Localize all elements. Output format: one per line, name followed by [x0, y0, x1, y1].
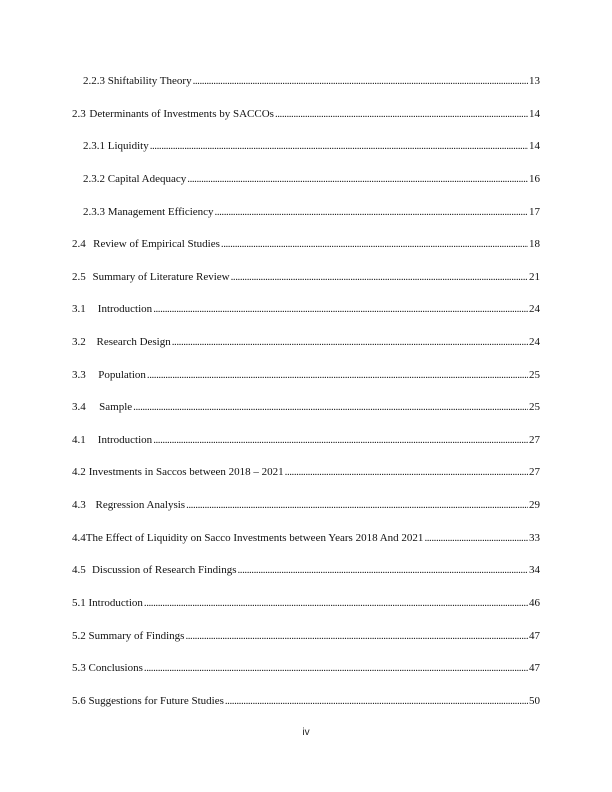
toc-entry[interactable]	[72, 301, 540, 317]
toc-entry-page: 50	[529, 695, 540, 707]
toc-entry[interactable]	[72, 106, 540, 122]
toc-entry-page: 27	[529, 434, 540, 446]
toc-entry-title: 5.1 Introduction	[72, 597, 143, 609]
dot-leader	[186, 497, 528, 513]
dot-leader	[144, 595, 528, 611]
toc-entry-number: 4.1	[72, 434, 86, 446]
toc-entry-title: Regression Analysis	[95, 499, 186, 511]
dot-leader	[193, 73, 528, 89]
toc-entry-title: Discussion of Research Findings	[91, 564, 237, 576]
toc-entry[interactable]	[72, 334, 540, 350]
toc-entry-number: 3.2	[72, 336, 86, 348]
dot-leader	[147, 367, 528, 383]
toc-entry-page: 33	[529, 532, 540, 544]
toc-entry-title: The Effect of Liquidity on Sacco Investments between Years 2018 And 2021	[85, 532, 424, 544]
toc-entry-page: 24	[529, 336, 540, 348]
dot-leader	[150, 138, 528, 154]
toc-entry[interactable]	[72, 530, 540, 546]
dot-leader	[153, 432, 528, 448]
toc-entry[interactable]	[72, 236, 540, 252]
toc-entry[interactable]	[72, 497, 540, 513]
toc-entry[interactable]	[72, 562, 540, 578]
toc-entry[interactable]	[83, 73, 540, 89]
toc-entry[interactable]	[72, 464, 540, 480]
toc-entry[interactable]	[83, 138, 540, 154]
dot-leader	[172, 334, 528, 350]
toc-entry[interactable]	[83, 171, 540, 187]
toc-entry-title: 2.3.3 Management Efficiency	[83, 206, 214, 218]
toc-entry-page: 34	[529, 564, 540, 576]
dot-leader	[153, 301, 528, 317]
dot-leader	[231, 269, 528, 285]
dot-leader	[424, 530, 528, 546]
toc-entry-title: Sample	[99, 401, 133, 413]
toc-entry-number: 3.1	[72, 303, 86, 315]
dot-leader	[221, 236, 528, 252]
toc-entry-number: 4.4	[72, 532, 86, 544]
toc-entry[interactable]	[72, 595, 540, 611]
dot-leader	[133, 399, 528, 415]
toc-entry[interactable]	[72, 660, 540, 676]
dot-leader	[285, 464, 528, 480]
toc-entry[interactable]	[72, 628, 540, 644]
toc-entry-number: 2.5	[72, 271, 86, 283]
toc-entry-number: 4.3	[72, 499, 86, 511]
toc-entry-title: Investments in Saccos between 2018 – 2021	[88, 466, 284, 478]
toc-entry-title: 2.2.3 Shiftability Theory	[83, 75, 192, 87]
toc-entry-title: Determinants of Investments by SACCOs	[89, 108, 274, 120]
page-number: iv	[302, 727, 310, 738]
toc-entry-number: 2.4	[72, 238, 86, 250]
toc-entry-page: 25	[529, 369, 540, 381]
toc-entry-title: Introduction	[97, 434, 153, 446]
toc-entry-page: 47	[529, 662, 540, 674]
toc-entry-title: Introduction	[97, 303, 153, 315]
dot-leader	[215, 204, 528, 220]
dot-leader	[238, 562, 529, 578]
toc-entry-page: 27	[529, 466, 540, 478]
toc-entry-title: Research Design	[96, 336, 171, 348]
toc-entry-page: 16	[529, 173, 540, 185]
toc-entry[interactable]	[83, 204, 540, 220]
toc-entry-title: 2.3.2 Capital Adequacy	[83, 173, 187, 185]
toc-entry[interactable]	[72, 269, 540, 285]
toc-entry-page: 21	[529, 271, 540, 283]
dot-leader	[275, 106, 528, 122]
toc-entry-page: 17	[529, 206, 540, 218]
dot-leader	[185, 628, 528, 644]
toc-entry-page: 46	[529, 597, 540, 609]
toc-entry-title: 5.3 Conclusions	[72, 662, 143, 674]
dot-leader	[187, 171, 528, 187]
toc-entry-title: 5.6 Suggestions for Future Studies	[72, 695, 224, 707]
toc-entry-page: 29	[529, 499, 540, 511]
toc-entry-page: 13	[529, 75, 540, 87]
toc-entry[interactable]	[72, 399, 540, 415]
toc-entry-number: 4.2	[72, 466, 86, 478]
toc-entry[interactable]	[72, 693, 540, 709]
toc-entry-page: 24	[529, 303, 540, 315]
toc-entry-title: Review of Empirical Studies	[93, 238, 220, 250]
toc-entry-title: 2.3.1 Liquidity	[83, 140, 149, 152]
toc-entry[interactable]	[72, 432, 540, 448]
toc-entry-number: 2.3	[72, 108, 86, 120]
toc-entry-title: 5.2 Summary of Findings	[72, 630, 185, 642]
toc-entry-title: Population	[98, 369, 146, 381]
toc-entry-page: 18	[529, 238, 540, 250]
toc-entry[interactable]	[72, 367, 540, 383]
toc-entry-page: 47	[529, 630, 540, 642]
toc-entry-number: 3.4	[72, 401, 86, 413]
toc-entry-number: 4.5	[72, 564, 86, 576]
toc-entry-title: Summary of Literature Review	[92, 271, 230, 283]
toc-entry-number: 3.3	[72, 369, 86, 381]
toc-entry-page: 14	[529, 108, 540, 120]
toc-entry-page: 14	[529, 140, 540, 152]
dot-leader	[225, 693, 528, 709]
dot-leader	[144, 660, 528, 676]
toc-entry-page: 25	[529, 401, 540, 413]
